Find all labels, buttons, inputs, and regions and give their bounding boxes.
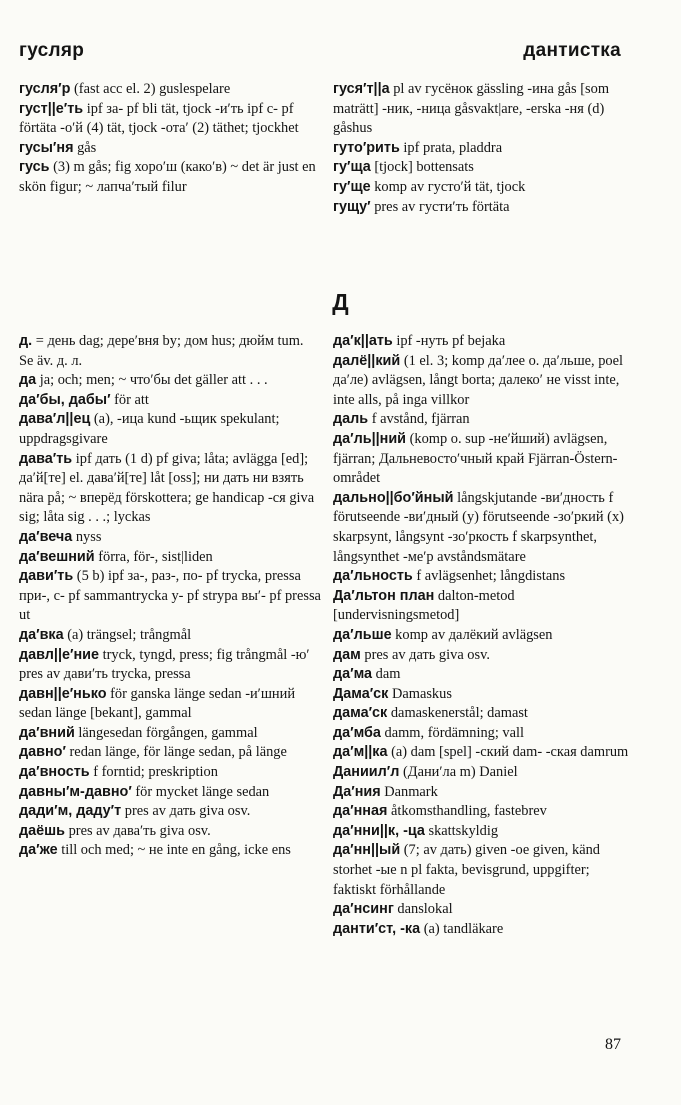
entry-headword: да′ма xyxy=(333,666,373,683)
entry-definition: (komp o. sup -не′йший) avlägsen, fjärran; Дальневосто′чный край Fjärran-Östern-området xyxy=(333,430,618,487)
entry-headword: гуся′т||а xyxy=(333,81,390,97)
dictionary-entry xyxy=(333,724,635,744)
entry-headword: Даниил′л xyxy=(333,764,400,781)
dictionary-entry xyxy=(333,841,635,900)
entry-headword: да′нсинг xyxy=(333,901,394,918)
dictionary-entry xyxy=(333,626,635,646)
entry-headword: гусь xyxy=(19,159,50,176)
running-head-right: дантистка xyxy=(523,40,621,61)
dictionary-entry xyxy=(333,489,635,567)
entry-definition: för mycket länge sedan xyxy=(131,783,270,800)
entry-definition: ipf дать (1 d) pf giva; låta; avlägga [ed]; да′й[те] el. дава′й[те] låt [oss]; ни дать ни взять nära på; ~ вперёд förskottera; ge handicap -ся giva sig; låta sig . . .; lyckas xyxy=(19,450,315,526)
dictionary-entry xyxy=(19,802,321,822)
dictionary-entry xyxy=(19,626,321,646)
entry-definition: f avlägsenhet; långdistans xyxy=(412,568,566,585)
entry-definition: pres av дать giva osv. xyxy=(360,646,490,663)
entry-definition: åtkomsthandling, fastebrev xyxy=(387,803,547,820)
entry-headword: да′вешний xyxy=(19,548,95,565)
entry-headword: дально||бо′йный xyxy=(333,489,454,506)
entry-definition: dalton-metod [undervisningsmetod] xyxy=(333,587,515,624)
dictionary-entry xyxy=(333,352,635,411)
entry-definition: danslokal xyxy=(393,901,453,918)
entry-headword: дава′ть xyxy=(19,450,73,467)
dictionary-entry xyxy=(19,528,321,548)
column-top-right xyxy=(333,80,635,217)
running-head-left: гусляр xyxy=(19,40,85,61)
entry-definition: ipf за- pf bli tät, tjock -и′ть ipf с- pf förtäta -о′й (4) tät, tjock -ота′ (2) täthet; tjockhet xyxy=(19,100,299,137)
entry-definition: längesedan förgången, gammal xyxy=(74,724,258,741)
entry-headword: гу′ще xyxy=(333,178,371,195)
entry-definition: pl av гусёнок gässling -ина gås [som maträtt] -ник, -ница gåsvakt|are, -erska -ня (d) gåshus xyxy=(333,81,610,137)
entry-definition: (5 b) ipf за-, раз-, по- pf trycka, pressa при-, с- pf sammantrycka у- pf strypa вы′- pf pressa ut xyxy=(19,568,321,624)
entry-headword: дам xyxy=(333,646,361,663)
dictionary-entry xyxy=(19,841,321,861)
dictionary-entry xyxy=(19,743,321,763)
entry-definition: (Дани′ла m) Daniel xyxy=(399,764,518,781)
entry-definition: (1 el. 3; komp да′лее o. да′льше, poel да′ле) avlägsen, långt borta; далеко′ не visst inte, inte alls, på inga villkor xyxy=(333,352,624,408)
dictionary-entry xyxy=(19,548,321,568)
dictionary-entry xyxy=(19,410,321,449)
column-top-left xyxy=(19,80,321,198)
dictionary-entry xyxy=(333,822,635,842)
entry-definition: = день dag; дере′вня by; дом hus; дюйм tum. Se äv. д. л. xyxy=(19,333,304,369)
section-letter: Д xyxy=(332,289,349,315)
entry-headword: давны′м-давно′ xyxy=(19,783,132,800)
entry-definition: (a) trängsel; trångmål xyxy=(63,626,192,643)
entry-definition: ja; och; men; ~ что′бы det gäller att . . . xyxy=(36,372,268,389)
entry-headword: гу′ща xyxy=(333,159,371,176)
entry-headword: да′к||ать xyxy=(333,333,393,349)
dictionary-entry xyxy=(333,665,635,685)
dictionary-entry xyxy=(333,158,635,178)
entry-headword: Да′ния xyxy=(333,783,381,800)
entry-headword: густ||е′ть xyxy=(19,100,84,117)
dictionary-entry xyxy=(333,704,635,724)
entry-definition: pres av густи′ть förtäta xyxy=(370,198,510,215)
entry-definition: damaskenerstål; damast xyxy=(387,705,528,722)
entry-definition: för att xyxy=(110,391,149,408)
entry-headword: данти′ст, -ка xyxy=(333,920,421,937)
entry-definition: för ganska länge sedan -и′шний sedan länge [bekant], gammal xyxy=(19,685,296,722)
entry-definition: (a) dam [spel] -ский dam- -ская damrum xyxy=(387,744,629,761)
dictionary-entry xyxy=(333,743,635,763)
entry-headword: гусы′ня xyxy=(19,139,74,156)
entry-headword: дади′м, даду′т xyxy=(19,803,122,820)
dictionary-entry xyxy=(333,567,635,587)
dictionary-entry xyxy=(333,685,635,705)
dictionary-entry xyxy=(19,685,321,724)
dictionary-entry xyxy=(333,410,635,430)
dictionary-entry xyxy=(333,198,635,218)
entry-definition: ipf -нуть pf bejaka xyxy=(392,333,506,349)
dictionary-entry xyxy=(19,158,321,197)
entry-definition: f avstånd, fjärran xyxy=(368,411,470,428)
entry-headword: да′нн||ый xyxy=(333,842,401,859)
entry-headword: да′нная xyxy=(333,803,388,820)
entry-definition: damm, fördämning; vall xyxy=(380,724,525,741)
dictionary-entry xyxy=(19,724,321,744)
dictionary-entry xyxy=(19,332,321,371)
entry-definition: skattskyldig xyxy=(424,822,499,839)
entry-definition: ipf prata, pladdra xyxy=(399,139,503,156)
entry-definition: gås xyxy=(73,139,97,156)
entry-headword: дава′л||ец xyxy=(19,411,91,428)
entry-definition: pres av дава′ть giva osv. xyxy=(64,822,211,839)
dictionary-entry xyxy=(19,783,321,803)
entry-definition: Danmark xyxy=(380,783,438,800)
entry-definition: till och med; ~ не inte en gång, icke ens xyxy=(57,842,291,859)
entry-headword: да′же xyxy=(19,842,58,859)
entry-headword: да′льше xyxy=(333,626,392,643)
entry-headword: да′льность xyxy=(333,568,413,585)
entry-definition: komp av густо′й tät, tjock xyxy=(370,178,526,195)
entry-definition: (a) tandläkare xyxy=(420,920,504,937)
dictionary-entry xyxy=(19,100,321,139)
entry-headword: да′веча xyxy=(19,528,73,545)
dictionary-entry xyxy=(19,450,321,528)
entry-headword: дама′ск xyxy=(333,705,388,722)
dictionary-entry xyxy=(333,139,635,159)
dictionary-entry xyxy=(333,178,635,198)
entry-definition: Damaskus xyxy=(388,685,452,702)
entry-headword: давн||е′нько xyxy=(19,685,107,702)
entry-headword: давл||е′ние xyxy=(19,646,99,663)
entry-headword: даёшь xyxy=(19,822,65,839)
entry-definition: (3) m gås; fig хоро′ш (како′в) ~ det är just en skön figur; ~ лапча′тый filur xyxy=(19,159,316,195)
entry-headword: гуто′рить xyxy=(333,139,400,156)
entry-definition: f forntid; preskription xyxy=(89,764,218,781)
entry-headword: да′мба xyxy=(333,724,381,741)
entry-definition: dam xyxy=(372,666,401,683)
dictionary-entry xyxy=(333,587,635,626)
dictionary-entry xyxy=(19,763,321,783)
entry-headword: да′вний xyxy=(19,724,75,741)
entry-headword: давно′ xyxy=(19,744,66,761)
entry-headword: Дама′ск xyxy=(333,685,389,702)
entry-definition: redan länge, för länge sedan, på länge xyxy=(65,744,287,761)
dictionary-entry xyxy=(333,802,635,822)
entry-definition: (7; av дать) given -ое given, känd storhet -ые n pl fakta, bevisgrund, uppgifter; faktiskt förhållande xyxy=(333,842,600,898)
dictionary-entry xyxy=(19,822,321,842)
dictionary-entry xyxy=(19,567,321,626)
page-number: 87 xyxy=(605,1036,621,1053)
entry-headword: далё||кий xyxy=(333,352,401,369)
dictionary-entry xyxy=(333,332,635,352)
entry-headword: Да′льтон план xyxy=(333,587,435,604)
entry-headword: да′вка xyxy=(19,626,64,643)
entry-definition: (a), -ица kund -ьщик spekulant; uppdragsgivare xyxy=(19,411,280,447)
entry-headword: гущу′ xyxy=(333,198,371,215)
entry-headword: да′вность xyxy=(19,764,90,781)
entry-headword: даль xyxy=(333,411,369,428)
entry-definition: tryck, tyngd, press; fig trångmål -ю′ pres av дави′ть trycka, pressa xyxy=(19,646,310,683)
entry-definition: [tjock] bottensats xyxy=(370,159,474,176)
entry-headword: да′м||ка xyxy=(333,744,388,761)
entry-definition: långskjutande -ви′дность f förutseende -ви′дный (y) förutseende -зо′ркий (x) skarpsynt, långsynt -зо′ркость f skarpsynthet, långsynthet -ме′р avståndsmätare xyxy=(333,489,624,565)
entry-headword: д. xyxy=(19,333,33,349)
dictionary-entry xyxy=(333,763,635,783)
entry-headword: да xyxy=(19,372,37,389)
dictionary-entry xyxy=(333,80,635,139)
entry-headword: да′нни||к, -ца xyxy=(333,822,425,839)
dictionary-entry xyxy=(19,139,321,159)
entry-definition: komp av далёкий avlägsen xyxy=(391,626,553,643)
entry-definition: nyss xyxy=(72,528,102,545)
entry-definition: pres av дать giva osv. xyxy=(121,803,251,820)
dictionary-entry xyxy=(333,646,635,666)
dictionary-entry xyxy=(19,80,321,100)
entry-headword: да′ль||ний xyxy=(333,430,407,447)
entry-headword: дави′ть xyxy=(19,568,74,585)
column-bottom-left xyxy=(19,332,321,861)
entry-headword: да′бы, дабы′ xyxy=(19,391,111,408)
dictionary-entry xyxy=(333,430,635,489)
column-bottom-right xyxy=(333,332,635,939)
entry-headword: гусля′р xyxy=(19,81,71,97)
entry-definition: förra, för-, sist|liden xyxy=(94,548,213,565)
entry-definition: (fast acc el. 2) guslespelare xyxy=(70,81,231,97)
dictionary-entry xyxy=(19,391,321,411)
dictionary-entry xyxy=(19,371,321,391)
dictionary-entry xyxy=(333,900,635,920)
dictionary-entry xyxy=(19,646,321,685)
dictionary-entry xyxy=(333,920,635,940)
dictionary-entry xyxy=(333,783,635,803)
